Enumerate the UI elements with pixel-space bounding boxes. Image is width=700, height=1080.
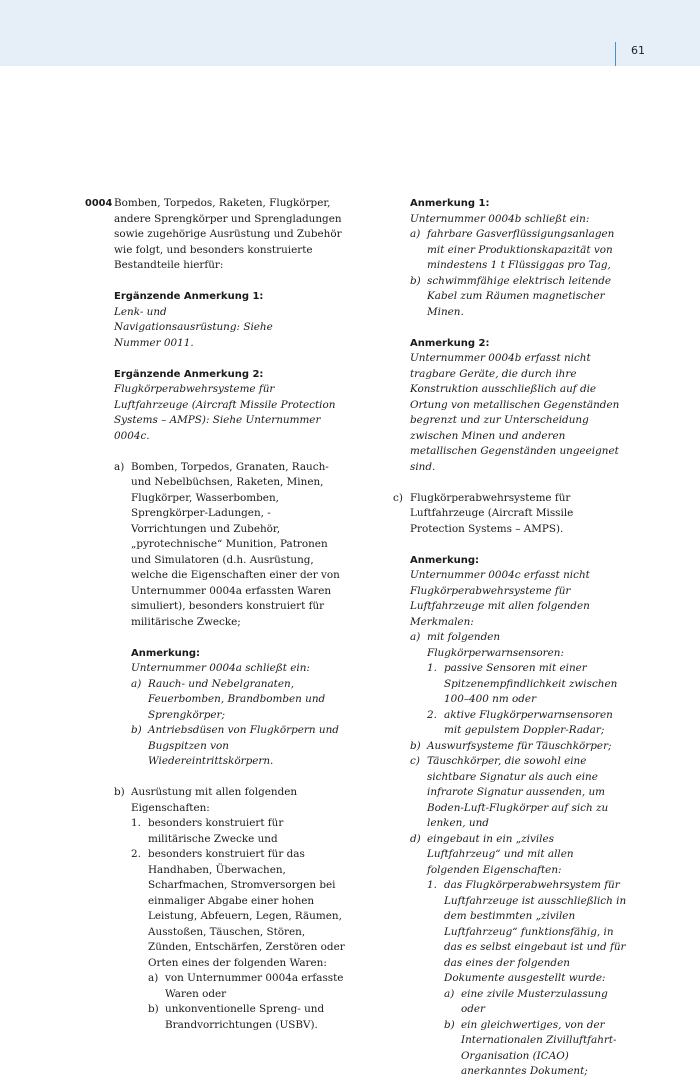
list-label: a) (410, 631, 421, 643)
item-b-text: Ausrüstung mit allen folgenden Eigenschaften: (131, 786, 298, 814)
list-label: 1. (427, 879, 437, 891)
list-text: besonders konstruiert für das Handhaben, Überwachen, Scharfmachen, Stromversorgen bei einmaliger Abgabe einer hohen Leistung, Abfeuern, Legen, Räumen, Ausstoßen, Täuschen, Stören, Zünden, Entschärfen, Zerstören oder Orten eines der folgenden Waren: (148, 848, 345, 969)
list-text: eingebaut in ein „ziviles Luftfahrzeug“ und mit allen folgenden Eigenschaften: (427, 832, 574, 876)
item-b-label: b) (114, 786, 125, 798)
entry-code: 0004 (85, 198, 113, 209)
item-c-note-a-sub (427, 708, 629, 739)
list-text: Auswurfsysteme für Täuschkörper; (427, 739, 612, 752)
list-text: eine zivile Musterzulassung oder (461, 987, 608, 1015)
item-b-subsub (148, 971, 345, 1002)
list-label: a) (410, 228, 421, 240)
list-label: b) (148, 1003, 159, 1015)
item-a-note-text: Unternummer 0004a schließt ein: (131, 662, 310, 674)
list-label: a) (444, 987, 455, 1000)
list-label: a) (148, 972, 159, 984)
item-a (114, 460, 345, 631)
list-text: Rauch- und Nebelgranaten, Feuerbomben, Brandbomben und Sprengkörper; (148, 677, 326, 721)
item-b-subsub (148, 1002, 345, 1033)
item-b-sub (131, 816, 345, 847)
note-1-item (410, 227, 629, 274)
item-a-note-title: Anmerkung: (131, 647, 201, 659)
list-label: c) (410, 755, 420, 767)
list-label: 1. (131, 817, 141, 829)
supplementary-note-2-text: Flugkörperabwehrsysteme für Luftfahrzeuge (Aircraft Missile Protection Systems – AMPS): Siehe Unternummer 0004c. (114, 383, 336, 442)
page-number: 61 (631, 44, 645, 57)
list-label: d) (410, 832, 421, 845)
item-a-note-item (131, 723, 345, 770)
list-text: von Unternummer 0004a erfasste Waren oder (165, 972, 344, 1000)
item-c-note-b (410, 739, 629, 755)
item-c-note-d-sub (427, 878, 629, 987)
list-text: unkonventionelle Spreng- und Brandvorrichtungen (USBV). (165, 1003, 325, 1031)
item-c-label: c) (393, 491, 403, 504)
note-1-item (410, 274, 629, 321)
item-c-note-d-subsub (444, 1018, 629, 1080)
item-c-note-d (410, 832, 629, 879)
note-1-title: Anmerkung 1: (410, 198, 490, 209)
item-c-note-text: Unternummer 0004c erfasst nicht Flugkörperabwehrsysteme für Luftfahrzeuge mit allen folgenden Merkmalen: (410, 569, 590, 628)
list-text: fahrbare Gasverflüssigungsanlagen mit einer Produktionskapazität von mindestens 1 t Flüssiggas pro Tag, (427, 228, 615, 271)
list-label: b) (131, 724, 142, 736)
list-label: 2. (427, 708, 437, 721)
item-c-note-title: Anmerkung: (410, 554, 480, 566)
item-b-sub (131, 847, 345, 971)
list-text: ein gleichwertiges, von der Internationalen Zivilluftfahrt-Organisation (ICAO) anerkanntes Dokument; (461, 1018, 617, 1077)
list-text: mit folgenden Flugkörperwarnsensoren: (427, 631, 564, 659)
item-c-note-a-sub (427, 661, 629, 708)
list-text: schwimmfähige elektrisch leitende Kabel zum Räumen magnetischer Minen. (427, 274, 612, 318)
item-c (393, 491, 629, 538)
entry-0004 (85, 196, 345, 274)
item-b (114, 785, 345, 816)
supplementary-note-1-title: Ergänzende Anmerkung 1: (114, 291, 264, 302)
item-a-note-item (131, 677, 345, 724)
list-text: Antriebsdüsen von Flugkörpern und Bugspitzen von Wiedereintrittskörpern. (148, 724, 339, 767)
item-c-text: Flugkörperabwehrsysteme für Luftfahrzeuge (Aircraft Missile Protection Systems – AMPS). (410, 491, 574, 535)
supplementary-note-2-title: Ergänzende Anmerkung 2: (114, 368, 264, 380)
header-divider (615, 42, 616, 66)
list-text: aktive Flugkörperwarnsensoren mit gepulstem Doppler-Radar; (444, 708, 613, 736)
item-c-note-a (410, 630, 629, 661)
item-c-note-c (410, 754, 629, 832)
list-text: passive Sensoren mit einer Spitzenempfindlichkeit zwischen 100–400 nm oder (444, 662, 618, 705)
left-column (85, 196, 345, 1033)
item-a-text: Bomben, Torpedos, Granaten, Rauch- und Nebelbüchsen, Raketen, Minen, Flugkörper, Wasserbomben, Sprengkörper-Ladungen, -Vorrichtungen und Zubehör, „pyrotechnische“ Munition, Patronen und Simulatoren (d.h. Ausrüstung, welche die Eigenschaften einer der von Unternummer 0004a erfassten Waren simuliert), besonders konstruiert für militärische Zwecke; (131, 460, 340, 628)
list-text: das Flugkörperabwehrsystem für Luftfahrzeuge ist ausschließlich in dem bestimmten „zivilen Luftfahrzeug“ funktionsfähig, in das es selbst eingebaut ist und für das eines der folgenden Dokumente ausgestellt wurde: (444, 879, 627, 984)
list-label: b) (410, 739, 421, 752)
page-header (0, 0, 700, 66)
list-text: besonders konstruiert für militärische Zwecke und (148, 817, 284, 845)
list-label: b) (444, 1018, 455, 1031)
list-label: 2. (131, 848, 141, 860)
item-a-label: a) (114, 460, 125, 473)
note-2-title: Anmerkung 2: (410, 337, 490, 349)
note-1-text: Unternummer 0004b schließt ein: (410, 212, 590, 225)
supplementary-note-1-text: Lenk- und Navigationsausrüstung: Siehe Nummer 0011. (114, 305, 273, 349)
list-label: b) (410, 274, 421, 287)
entry-text: Bomben, Torpedos, Raketen, Flugkörper, andere Sprengkörper und Sprengladungen sowie zugehörige Ausrüstung und Zubehör wie folgt, und besonders konstruierte Bestandteile hierfür: (114, 197, 342, 271)
list-label: 1. (427, 662, 437, 674)
list-label: a) (131, 677, 142, 690)
list-text: Täuschkörper, die sowohl eine sichtbare Signatur als auch eine infrarote Signatur aussenden, um Boden-Luft-Flugkörper auf sich zu lenken, und (427, 755, 609, 829)
right-column (393, 196, 629, 1080)
item-c-note-d-subsub (444, 987, 629, 1018)
note-2-text: Unternummer 0004b erfasst nicht tragbare Geräte, die durch ihre Konstruktion ausschließlich auf die Ortung von metallischen Gegenständen begrenzt und zur Unterscheidung zwischen Minen und anderen metallischen Gegenständen ungeeignet sind. (410, 352, 620, 473)
